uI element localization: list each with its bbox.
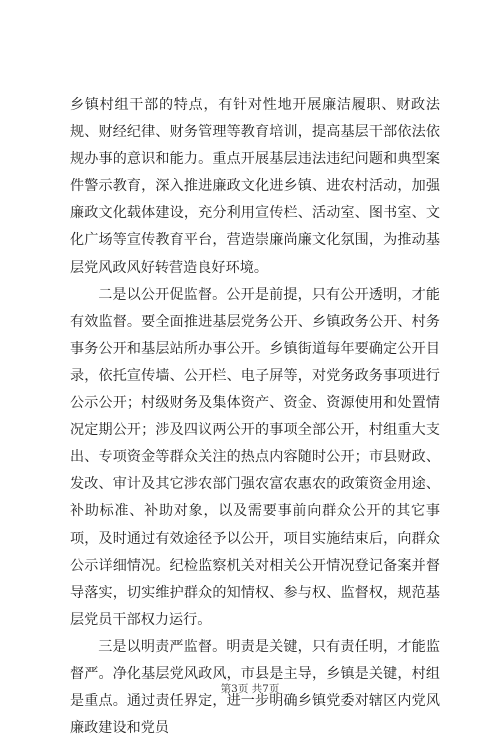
paragraph-1: 乡镇村组干部的特点，有针对性地开展廉洁履职、财政法规、财经纪律、财务管理等教育培训，提高基层干部依法依规办事的意识和能力。重点开展基层违法违纪问题和典型案件警示教育，深入推进廉政文化进乡镇、进农村活动，加强廉政文化载体建设，充分利用宣传栏、活动室、图书室、文化广场等宣传教育平台，营造崇廉尚廉文化氛围，为推动基层党风政风好转营造良好环境。 xyxy=(70,97,440,276)
paragraph-2: 二是以公开促监督。公开是前提，只有公开透明，才能有效监督。要全面推进基层党务公开、乡镇政务公开、村务事务公开和基层站所办事公开。乡镇街道每年要确定公开目录，依托宣传墙、公开栏、电子屏等，对党务政务事项进行公示公开；村级财务及集体资产、资金、资源使用和处置情况定期公开；涉及四议两公开的事项全部公开，村组重大支出、专项资金等群众关注的热点内容随时公开；市县财政、发改、审计及其它涉农部门强农富农惠农的政策资金用途、补助标准、补助对象，以及需要事前向群众公开的其它事项，及时通过有效途径予以公开，项目实施结束后，向群众公示详细情况。纪检监察机关对相关公开情况登记备案并督导落实，切实维护群众的知情权、参与权、监督权，规范基层党员干部权力运行。 xyxy=(70,286,440,628)
page-footer: 第3页 共7页 xyxy=(220,683,280,695)
paragraph-3: 三是以明责严监督。明责是关键，只有责任明，才能监督严。净化基层党风政风，市县是主导，乡镇是关键，村组是重点。通过责任界定，进一步明确乡镇党委对辖区内党风廉政建设和党员 xyxy=(70,638,440,737)
document-body xyxy=(70,92,440,742)
